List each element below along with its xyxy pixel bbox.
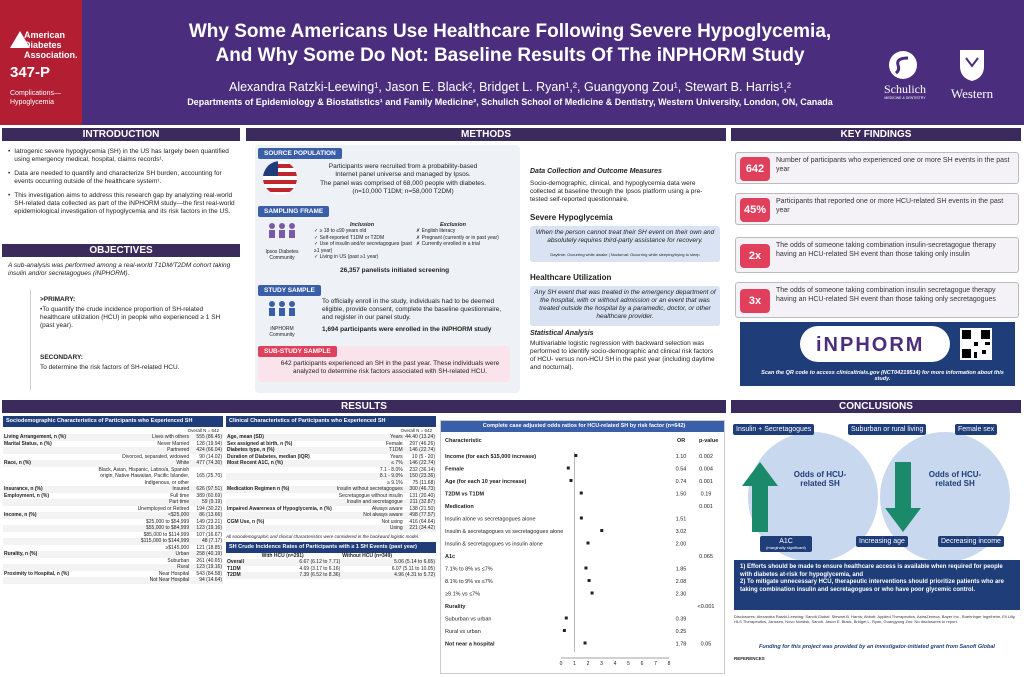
inphorm-community-label: iNPHORM Community [269,326,295,338]
row-label: CGM Use, n (%) [227,518,265,525]
row-value: 261 (40.65) [196,557,222,564]
row-label: Most Recent A1C, n (%) [227,460,283,466]
results-heading: RESULTS [2,400,726,413]
row-value: 626 (97.51) [196,486,222,492]
hcu-definition: Any SH event that was treated in the emergency department of the hospital, with or without admission or an event that was treated outside the hospital by a paramedic, doctor, or other healthcare provider. [534,289,716,320]
row-value: 389 (60.69) [196,492,222,499]
forest-point [587,542,590,545]
forest-or-value: 3.02 [675,529,687,535]
list-item: ✓ Use of insulin and/or secretagogues (past ≥1 year) [314,241,412,254]
sh-definition: When the person cannot treat their SH event on their own and absolutely requires third-party assistance for recovery. [535,229,715,244]
table-row [226,525,436,532]
row-category: ≥ 9.1% [387,479,403,486]
ipsos-label: Ipsos Diabetes Community [265,249,299,261]
inclusion-list [314,228,414,261]
row-value: 138 (21.50) [409,505,435,512]
row-label: Overall [227,559,244,565]
row-value: 128 (19.94) [196,440,222,447]
stat-heading: Statistical Analysis [530,330,594,337]
row-value: 121 (18.85) [196,544,222,551]
forest-row-label: Not near a hospital [445,641,495,648]
substudy-pill: SUB-STUDY SAMPLE [258,346,337,357]
x-tick-label: 8 [667,661,671,667]
forest-or-value: 0.74 [675,479,687,485]
row-value: 149 (23.21) [196,518,222,525]
row-label [3,577,83,584]
row-value: 10 (5 - 20) [411,453,435,460]
title-line-2: And Why Some Do Not: Baseline Results Of The iNPHORM Study [215,45,805,66]
conclusions-heading: CONCLUSIONS [731,400,1021,413]
source-text-2: The panel was comprised of 68,000 people with diabetes. (n=10,000 T1DM; n=58,000 T2DM) [320,180,486,195]
row-label: T2DM [227,572,241,578]
forest-row-label: Suburban vs urban [445,616,492,623]
row-label: T1DM [227,565,241,572]
row-category: Years [390,434,403,440]
row-category: Insured [172,486,190,492]
x-tick-label: 3 [600,661,603,667]
row-value: 477 (74.30) [196,460,222,466]
forest-point [588,579,591,582]
community-icon [266,298,298,329]
row-value: 146 (22.74) [409,447,435,453]
qr-code-icon[interactable] [960,328,992,360]
row-category: Using [389,525,403,531]
odds-right: Odds of HCU-related SH [928,470,982,488]
x-tick-label: 5 [627,661,630,667]
a1c-box: A1C (marginally significant) [760,536,812,552]
row-label: Insurance, n (%) [4,486,43,492]
exclusion-heading: Exclusion [440,222,466,228]
forest-point [567,467,570,470]
poster-number: 347-P [10,64,51,81]
row-value: 300 (46.73) [409,486,435,492]
forest-title: Complete case adjusted odds ratios for HCU-related SH by risk factor (n=642) [441,421,724,432]
row-value: 75 (11.68) [412,479,435,486]
table-row [3,577,223,584]
title-line-1: Why Some Americans Use Healthcare Following Severe Hypoglycemia, [188,21,832,42]
secondary-label: SECONDARY: [40,354,83,361]
forest-point [574,454,577,457]
source-pill: SOURCE POPULATION [258,148,342,159]
forest-or-value: 0.25 [675,629,687,635]
odds-left: Odds of HCU-related SH [793,470,847,488]
row-value: 258 (40.19) [196,551,222,557]
forest-point [580,517,583,520]
list-item: ✗ Pregnant (currently or in past year) [416,234,499,241]
x-tick-label: 7 [654,661,657,667]
primary-label: >PRIMARY: [40,296,76,303]
forest-row-label: 7.1% to 8% vs ≤7% [445,566,493,573]
row-value: 131 (20.40) [409,492,435,499]
row-label: Sex assigned at birth, n (%) [227,440,293,447]
page-title [90,20,930,68]
row-value: 165 (25.70) [196,473,222,479]
row-category: Rural [177,564,190,570]
methods-heading: METHODS [246,128,726,141]
objectives-heading: OBJECTIVES [2,244,240,257]
schulich-logo-icon [888,50,928,80]
row-category: Partnered [167,447,190,453]
age-box: Increasing age [856,536,908,547]
row-label: Age, mean (SD) [227,434,264,440]
forest-or-value: 1.78 [675,641,687,648]
forest-row-label: ≥9.1% vs ≤7% [445,591,481,598]
suburban-box: Suburban or rural living [848,424,926,435]
finding-number: 2x [740,244,770,268]
findings-heading: KEY FINDINGS [731,128,1021,141]
forest-or-value: 2.00 [675,541,687,548]
row-category: Near Hospital [158,570,190,577]
row-value: 4.96 (4.31 to 5.72) [394,572,435,578]
row-value: 416 (64.64) [409,518,435,525]
hcu-heading: Healthcare Utilization [530,273,612,282]
inphorm-logo: iNPHORM [816,334,925,356]
arrow-up-icon [742,462,778,537]
income-box: Decreasing income [938,536,1004,547]
row-category: Insulin and secretagogue [346,499,403,505]
row-label: Medication Regimen n (%) [227,486,290,492]
row-category: White [176,460,190,466]
forest-point [565,617,568,620]
row-label: Diabetes type, n (%) [227,447,275,453]
recommendations [740,564,1016,594]
list-item: ✓ ≥ 18 to ≤90 years old [314,228,367,234]
forest-or-value: 0.39 [675,616,687,623]
objectives-box [30,290,240,390]
row-label: Duration of Diabetes, median (IQR) [227,453,310,460]
frame-result: 26,357 panelists initiated screening [340,267,450,274]
row-category: $115,000 to $144,999 [140,538,190,544]
row-category: Insulin without secretagogues [336,486,403,492]
forest-row-label: Income (for each $15,000 increase) [445,454,537,460]
forest-p-value: 0.004 [699,466,713,473]
row-category: <$25,000 [168,512,190,518]
forest-point [584,567,587,570]
row-value: 123 (19.16) [196,564,222,570]
row-category: 6.67 (6.12 to 7.71) [299,559,341,565]
row-category: 4.69 (3.17 to 6.16) [299,565,341,572]
rates-table: With HCU (n=291) Without HCU (n=349) Overall 6.67 (6.12 to 7.71) 5.06 (5.14 to 6.65) T1DM 4.69 (3.17 to 6.16) 6.07 (5.11 to 10.05) T2DM 7.39 (6.52 to 8.36) 4.96 (4.31 to 5.72) [227,552,435,578]
row-category: T1DM [389,447,403,453]
forest-p-value: 0.19 [700,491,712,498]
forest-or-value: 1.51 [675,516,687,523]
row-label: Living Arrangement, n (%) [4,434,67,440]
row-category: 7.1 - 8.0% [379,466,403,473]
finding-text: Participants that reported one or more HCU-related SH events in the past year [776,198,1004,214]
x-tick-label: 4 [613,661,617,667]
poster-category: Complications—Hypoglycemia [10,90,61,106]
schulich-sub: MEDICINE & DENTISTRY [884,96,926,100]
forest-p-value: 0.065 [699,554,713,560]
forest-point [580,492,583,495]
ada-badge [0,0,82,125]
row-category: 8.1 - 9.0% [379,473,403,479]
x-tick-label: 0 [559,661,563,667]
study-pill: STUDY SAMPLE [258,285,321,296]
row-value: 86 (13.66) [199,512,222,518]
finding-item [735,237,1019,273]
x-tick-label: 1 [573,661,576,667]
study-result: 1,694 participants were enrolled in the iNPHORM study [322,326,492,333]
intro-heading: INTRODUCTION [2,128,240,141]
data-collection-text: Socio-demographic, clinical, and hypoglycemia data were collected at baseline through the Ipsos platform using a pre-tested self-reported questionnaire. [530,180,703,203]
row-category: Not always aware [363,512,403,518]
clinical-table [226,416,436,674]
row-category: Female [385,440,403,447]
row-category: $25,000 to $54,999 [146,518,190,525]
funding: Funding for this project was provided by an investigator-initiated grant from Sanofi Global [759,644,995,650]
row-value: 232 (36.14) [409,466,435,473]
insulin-secr-box: Insulin + Secretagogues [733,424,814,435]
row-value: 5.06 (5.14 to 6.65) [394,559,435,565]
socio-title: Sociodemographic Characteristics of Participants who Experienced SH [3,416,223,427]
row-category: Years [390,453,403,460]
row-label: Income, n (%) [4,512,37,518]
forest-point [569,479,572,482]
row-category: Always aware [371,505,403,512]
row-category: Secretagogue without insulin [338,492,403,499]
row-value: 211 (32.87) [409,499,435,505]
row-category: Not Near Hospital [149,577,190,583]
socio-table [3,416,223,674]
row-category: Divorced, separated, widowed [122,453,190,460]
forest-p-value: <0.001 [697,604,715,610]
row-label [3,467,83,487]
row-label: Rurality, n (%) [4,551,38,557]
x-tick-label: 6 [640,661,644,667]
row-value: 6.07 (5.11 to 10.05) [391,565,435,572]
row-category: Never Married [157,440,190,447]
stat-text: Multivariable logistic regression with backward selection was performed to identify socio-demographic and clinical risk factors of HCU- versus non-HCU SH in the past year (including daytime and nocturnal). [530,340,715,371]
list-item: 1) Efforts should be made to ensure healthcare access is available when required for people with diabetes at-risk for hypoglycemia, and [740,564,1003,578]
list-item: 2) To mitigate unnecessary HCU, therapeutic interventions should prioritize patients who are taking combination insulin and secretagogues or who have poor glycemic control. [740,579,1004,593]
forest-plot [441,432,724,672]
row-value: 107 (16.67) [196,531,222,538]
qr-text: Scan the QR code to access clinicaltrials.gov (NCT04219514) for more information about this study. [761,370,1004,382]
finding-item [735,193,1019,225]
forest-row-label: Age (for each 10 year increase) [445,479,527,485]
list-item: • Iatrogenic severe hypoglycemia (SH) in the US has largely been quantified using emergency medical, hospital, claims records¹. [8,148,229,163]
arrow-down-icon [885,462,921,537]
forest-point [584,642,587,645]
forest-row-label: Medication [445,504,474,510]
row-label: Race, n (%) [4,460,31,466]
finding-number: 45% [740,198,770,222]
forest-row-label: T2DM vs T1DM [445,491,485,498]
row-category: Black, Asian, Hispanic, Latino/a, Spanish origin, Native Hawaiian, Pacific Islander, Indigenous, or other [98,466,190,486]
ada-logo-text: American Diabetes Association. [24,30,78,60]
forest-point [600,529,603,532]
row-value: 48 (7.17) [201,538,222,544]
row-value: 90 (14.02) [199,453,222,460]
list-item: ✗ Currently enrolled in a trial [416,241,480,247]
references: REFERENCES [734,656,765,661]
authors: Alexandra Ratzki-Leewing¹, Jason E. Black², Bridget L. Ryan¹,², Guangyong Zou¹, Stewart B. Harris¹,² [228,80,792,94]
forest-row-label: A1c [445,554,456,560]
finding-number: 3x [740,289,770,313]
table-row [226,572,436,579]
x-tick-label: 2 [586,661,590,667]
sh-heading: Severe Hypoglycemia [530,213,613,222]
rates-title: SH Crude Incidence Rates of Participants with ≥ 1 SH Events (past year) [226,542,436,553]
forest-row-label: Insulin alone vs secretagogues alone [445,516,536,523]
row-value: 543 (84.58) [196,570,222,577]
substudy-text: 642 participants experienced an SH in the past year. These individuals were analyzed to determine risk factors associated with SH-related HCU. [280,360,500,375]
list-item: • This investigation aims to address this research gap by analyzing real-world SH-related data collected as part of the iNPHORM study—the first real-world epidemiological investigation of hypoglycemia and its risk factors in the US. [8,192,235,215]
row-value: 297 (46.26) [409,440,435,447]
study-text: To officially enroll in the study, individuals had to be deemed eligible, provide consent, complete the baseline questionnaire, and register in our panel study. [322,298,502,321]
forest-row-label: Rural vs urban [445,629,481,635]
primary-objective: •To quantify the crude incidence proportion of SH-related healthcare utilization (HCU) in people who experienced ≥ 1 SH (past year). [40,306,221,329]
row-category: $85,000 to $114,999 [143,531,190,538]
socio-rows [3,434,223,584]
row-label: Proximity to Hospital, n (%) [4,570,70,577]
finding-item [735,152,1019,184]
forest-point [563,629,566,632]
row-value: 498 (77.57) [409,512,435,518]
forest-panel [440,420,725,674]
forest-or-value: 1.85 [675,566,687,573]
list-item: ✓ Self-reported T1DM or T2DM [314,234,385,241]
forest-or-value: 1.10 [675,454,687,460]
forest-p-value: 0.002 [699,454,713,460]
finding-text: The odds of someone taking combination insulin-secretagogue therapy having an HCU-related SH event than those taking only insulin [776,242,996,258]
row-category: Part time [169,499,190,505]
sh-daytime: Daytime: Occurring while awake | Nocturnal: Occurring while sleeping/trying to sleep [550,252,700,257]
row-value: 44.40 (13.24) [405,434,435,440]
row-label: Marital Status, n (%) [4,440,52,447]
row-value: 221 (34.42) [409,525,435,531]
frame-pill: SAMPLING FRAME [258,206,329,217]
clinical-col-head: Overall N = 642 [400,428,432,433]
inclusion-heading: Inclusion [350,222,375,228]
row-value: 150 (23.36) [409,473,435,479]
finding-text: Number of participants who experienced one or more SH events in the past year [776,157,1010,173]
row-category: Urban [175,551,190,557]
row-category: ≥$145,000 [165,544,190,551]
forest-row-label: Insulin & secretagogues vs insulin alone [445,541,543,548]
female-box: Female sex [955,424,997,435]
row-category: Unemployed or Retired [137,505,190,512]
forest-p-value: 0.001 [699,479,713,485]
forest-row-label: 8.1% to 9% vs ≤7% [445,579,493,585]
schulich-name: Schulich [884,82,926,96]
us-flag-icon [262,160,298,201]
forest-or-value: 1.50 [675,491,687,498]
col-or: OR [677,438,686,444]
forest-or-value: 2.08 [675,579,687,585]
departments: Departments of Epidemiology & Biostatistics¹ and Family Medicine², Schulich School of Medicine & Dentistry, Western University, London, ON, Canada [187,97,833,107]
forest-point [591,592,594,595]
forest-or-value: 2.30 [675,591,687,598]
row-value: 194 (30.22) [196,505,222,512]
forest-row-label: Insulin & secretagogues vs secretagogues alone [445,529,564,535]
row-category: Not using [381,518,403,525]
objectives-lead: A sub-analysis was performed among a real-world T1DM/T2DM cohort taking insulin and/or secretagogues (iNPHORM). [8,262,231,277]
row-value: 424 (66.04) [196,447,222,453]
list-item: ✗ English literacy [416,228,456,234]
clinical-note: All sociodemographic and clinical characteristics were considered in the backward logistic model. [226,533,420,539]
forest-p-value: 0.001 [699,504,713,510]
forest-or-value: 0.54 [675,466,687,473]
finding-number: 642 [740,157,770,181]
people-icon [266,220,298,251]
finding-text: The odds of someone taking combination insulin secretagogue therapy having an HCU-related SH event than those taking only secretagogues [776,287,996,303]
intro-list [8,148,236,222]
row-value: 59 (9.19) [201,499,222,505]
row-value: 123 (19.16) [196,525,222,531]
list-item: • Data are needed to quantify and characterize SH burden, accounting for events occurring outside of the healthcare system¹. [8,170,222,185]
clinical-rows [226,434,436,532]
list-item: ✓ Living in US (past ≥1 year) [314,254,379,260]
row-value: 146 (22.74) [409,460,435,466]
clinical-title: Clinical Characteristics of Participants who Experienced SH [226,416,436,427]
row-label: Impaired Awareness of Hypoglycemia, n (%) [227,505,332,512]
row-label [226,525,335,532]
forest-p-value: 0.05 [700,641,712,648]
socio-col-head: Overall N = 642 [187,428,219,433]
data-collection-heading: Data Collection and Outcome Measures [530,168,662,175]
row-category: ≤ 7% [391,460,403,466]
exclusion-list [416,228,516,248]
row-category: Lives with others [151,434,190,440]
disclosures: Disclosures: Alexandra Ratzki-Leewing: Sanofi Global. Stewart B. Harris: Abbott, Applied Therapeutics, AstraZeneca, Bayer Inc., Boehringer Ingelheim, Eli Lilly, HLS Therapeutics, Janssen, Novo Nordisk, Sanofi. Jason E. Black, Bridget L. Ryan, Guangyong Zou: No disclosures to report. [734,614,1016,624]
row-label: Employment, n (%) [4,492,50,499]
western-crest-icon [958,48,986,87]
secondary-objective: To determine the risk factors of SH-related HCU. [40,364,180,371]
row-value: 555 (86.45) [196,434,222,440]
table-row [3,467,223,487]
finding-item [735,282,1019,318]
col-p: p-value [699,438,719,444]
row-value: 94 (14.64) [199,577,222,583]
forest-row-label: Female [445,466,464,473]
row-category: Full time [170,492,190,499]
western-name: Western [950,86,994,101]
source-text: Participants were recruited from a probability-based Internet panel universe and managed by Ipsos. [328,163,478,178]
col-characteristic: Characteristic [445,438,482,444]
forest-row-label: Rurality [445,604,466,610]
row-category: Suburban [167,557,190,564]
row-category: 7.39 (6.52 to 8.36) [299,572,341,578]
row-category: $55,000 to $84,999 [146,525,190,531]
